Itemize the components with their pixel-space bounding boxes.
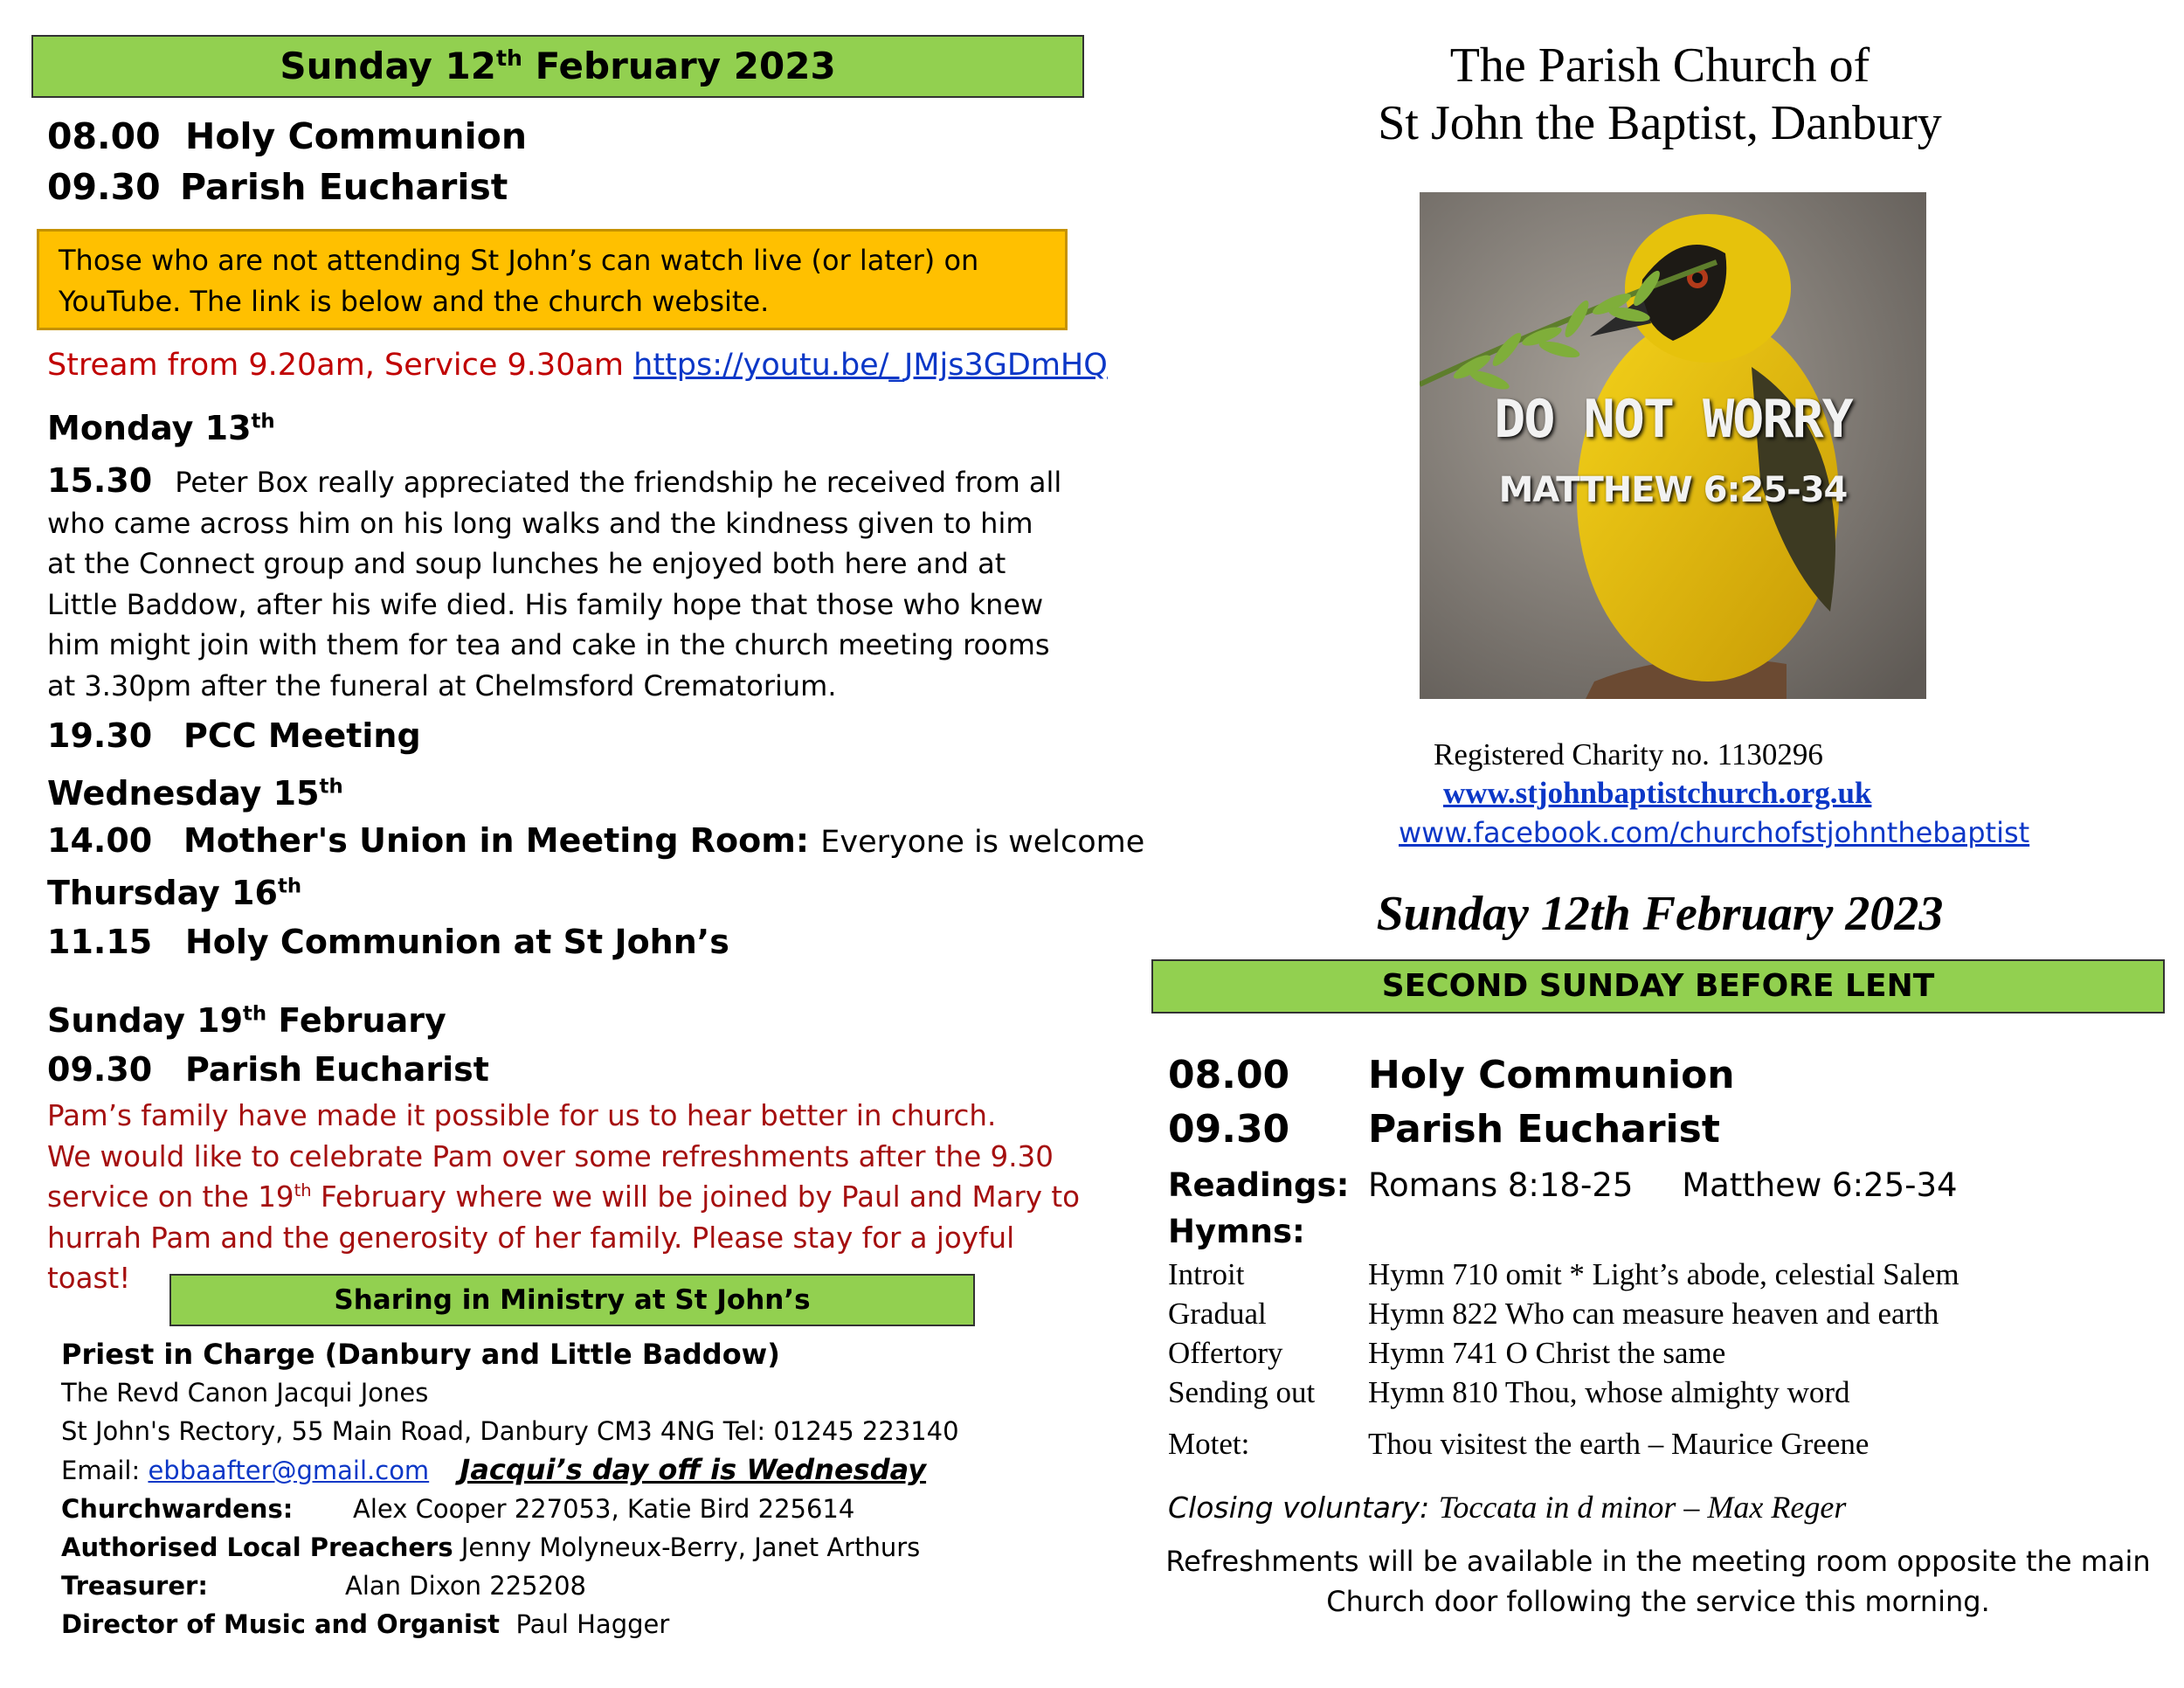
thursday-event [47, 923, 729, 961]
motet-row [1168, 1424, 1869, 1463]
hymn-row [1168, 1333, 2173, 1373]
pcc-meeting [47, 716, 421, 755]
left-service-1 [47, 115, 527, 157]
day-sup: th [277, 875, 302, 898]
thursday-heading [47, 874, 301, 912]
image-caption-2: MATTHEW 6:25-34 [1498, 470, 1848, 510]
role-people: Alex Cooper 227053, Katie Bird 225614 [353, 1494, 855, 1524]
day-rest: February [278, 1001, 446, 1040]
day-sup: th [243, 1002, 267, 1026]
day-label: Wednesday 15 [47, 774, 320, 813]
church-title [1136, 37, 2184, 152]
pcc-label: PCC Meeting [183, 716, 421, 755]
hymns-label: Hymns: [1168, 1213, 1305, 1250]
role-title: Director of Music and Organist [61, 1609, 501, 1639]
monday-text: Peter Box really appreciated the friendship he received from all who came across him on his long walks and the kindness given to him at the Connect group and soup lunches he enjoyed both here and at Little Baddow, after his wife died. His family hope that those who knew him might join with them for tea and cake in the church meeting rooms at 3.30pm after the funeral at Chelmsford Crematorium. [47, 466, 1062, 702]
pam-text: February where we will be joined by Paul and Mary to [320, 1180, 1080, 1214]
hymn-row [1168, 1294, 2173, 1333]
motet-text: Thou visitest the earth – Maurice Greene [1368, 1427, 1870, 1461]
role-row [61, 1490, 1092, 1528]
hymn-list [1168, 1255, 2173, 1412]
sunday19-heading [47, 1001, 446, 1040]
event-name: Holy Communion at St John’s [185, 923, 729, 961]
hymn-title: Hymn 710 omit * Light’s abode, celestial Salem [1368, 1257, 1959, 1291]
hymn-part: Sending out [1168, 1375, 1316, 1409]
service-name: Parish Eucharist [1368, 1107, 1720, 1152]
right-service-1 [1168, 1053, 1735, 1097]
day-label: Sunday 19 [47, 1001, 244, 1040]
refresh-line-1: Refreshments will be available in the meeting room opposite the main [1165, 1545, 2151, 1578]
church-line-1: The Parish Church of [1449, 38, 1870, 93]
service-time: 09.30 [1168, 1107, 1290, 1152]
left-date-header [31, 35, 1084, 98]
left-header-rest: February 2023 [535, 45, 836, 87]
hymn-part: Offertory [1168, 1336, 1283, 1370]
left-header-sup: th [495, 45, 522, 71]
closing-text: Toccata in d minor – Max Reger [1438, 1490, 1847, 1525]
event-time: 11.15 [47, 923, 153, 961]
email-link[interactable]: ebbaafter@gmail.com [148, 1456, 430, 1485]
event-time: 14.00 [47, 821, 153, 860]
day-label: Thursday 16 [47, 874, 278, 912]
service-time: 08.00 [1168, 1053, 1290, 1097]
refreshments-note [1151, 1541, 2165, 1622]
reading-1: Romans 8:18-25 [1368, 1166, 1634, 1204]
bird-image [1420, 192, 1926, 699]
hymn-title: Hymn 741 O Christ the same [1368, 1336, 1726, 1370]
youtube-notice: Those who are not attending St John’s can watch live (or later) on YouTube. The link is below and the church website. [37, 229, 1068, 330]
hymn-part: Introit [1168, 1257, 1245, 1291]
motet-label: Motet: [1168, 1427, 1250, 1461]
event-note: Everyone is welcome [820, 825, 1145, 860]
facebook-link[interactable]: www.facebook.com/churchofstjohnthebaptist [1399, 816, 2030, 849]
priest-title: Priest in Charge (Danbury and Little Baddow) [61, 1338, 780, 1371]
role-title: Authorised Local Preachers [61, 1532, 453, 1562]
pam-line: Pam’s family have made it possible for us to hear better in church. [47, 1099, 997, 1132]
closing-voluntary [1168, 1489, 1846, 1525]
service-name: Holy Communion [1368, 1053, 1735, 1097]
day-sup: th [319, 775, 343, 799]
role-title: Treasurer: [61, 1571, 208, 1601]
priest-name: The Revd Canon Jacqui Jones [61, 1378, 429, 1408]
role-title: Churchwardens: [61, 1494, 294, 1524]
role-row [61, 1567, 1092, 1605]
youtube-link[interactable]: https://youtu.be/_JMjs3GDmHQ [633, 348, 1108, 383]
event-name: Mother's Union in Meeting Room: [183, 821, 810, 860]
day-sup: th [251, 410, 275, 433]
rectory-address: St John's Rectory, 55 Main Road, Danbury CM3 4NG Tel: 01245 223140 [61, 1416, 959, 1446]
day-off-note: Jacqui’s day off is Wednesday [460, 1453, 927, 1486]
left-service-2 [47, 166, 508, 208]
readings-label: Readings: [1168, 1166, 1350, 1204]
hymn-title: Hymn 822 Who can measure heaven and earth [1368, 1297, 1939, 1331]
ministry-header: Sharing in Ministry at St John’s [169, 1274, 975, 1326]
sunday19-event [47, 1050, 489, 1089]
stream-line [47, 348, 1108, 383]
role-row [61, 1605, 1092, 1643]
event-time: 09.30 [47, 1050, 153, 1089]
role-people: Jenny Molyneux-Berry, Janet Arthurs [460, 1532, 921, 1562]
service-name: Holy Communion [185, 115, 528, 157]
hymn-part: Gradual [1168, 1297, 1267, 1331]
closing-label: Closing voluntary: [1168, 1491, 1430, 1525]
church-line-2: St John the Baptist, Danbury [1378, 96, 1942, 150]
website-link[interactable]: www.stjohnbaptistchurch.org.uk [1443, 776, 1872, 810]
event-name: Parish Eucharist [185, 1050, 489, 1089]
email-row [61, 1450, 1092, 1490]
role-row [61, 1528, 1092, 1567]
ministry-list [61, 1335, 1092, 1643]
pam-line [47, 1177, 1095, 1218]
wednesday-event [47, 821, 1144, 860]
hymn-row [1168, 1255, 2173, 1294]
service-time: 09.30 [47, 166, 161, 208]
hymn-title: Hymn 810 Thou, whose almighty word [1368, 1375, 1850, 1409]
monday-time: 15.30 [47, 461, 153, 500]
right-service-2 [1168, 1107, 1720, 1152]
wednesday-heading [47, 774, 343, 813]
refresh-line-2: Church door following the service this morning. [1326, 1585, 1990, 1618]
pam-line: We would like to celebrate Pam over some refreshments after the 9.30 [47, 1139, 1054, 1173]
pcc-time: 19.30 [47, 716, 153, 755]
left-header-day: Sunday 12 [280, 45, 496, 87]
role-people: Alan Dixon 225208 [345, 1571, 586, 1601]
pam-message [47, 1096, 1095, 1299]
role-people: Paul Hagger [515, 1609, 670, 1639]
monday-notice [47, 460, 1069, 706]
occasion-header: SECOND SUNDAY BEFORE LENT [1151, 959, 2165, 1013]
charity-number: Registered Charity no. 1130296 [1434, 737, 1823, 771]
pam-sup: th [294, 1180, 312, 1201]
right-date: Sunday 12th February 2023 [1376, 887, 1944, 941]
reading-2: Matthew 6:25-34 [1682, 1166, 1958, 1204]
pam-text: service on the 19 [47, 1180, 294, 1214]
monday-heading [47, 409, 275, 447]
hymn-row [1168, 1373, 2173, 1412]
day-label: Monday 13 [47, 409, 252, 447]
service-name: Parish Eucharist [180, 166, 508, 208]
image-caption-1: DO NOT WORRY [1494, 389, 1852, 450]
pam-line: hurrah Pam and the generosity of her family. Please stay for a joyful toast! [47, 1221, 1015, 1295]
readings-row [1168, 1166, 1958, 1204]
email-label: Email: [61, 1456, 141, 1485]
stream-text: Stream from 9.20am, Service 9.30am [47, 348, 625, 383]
service-time: 08.00 [47, 115, 161, 157]
